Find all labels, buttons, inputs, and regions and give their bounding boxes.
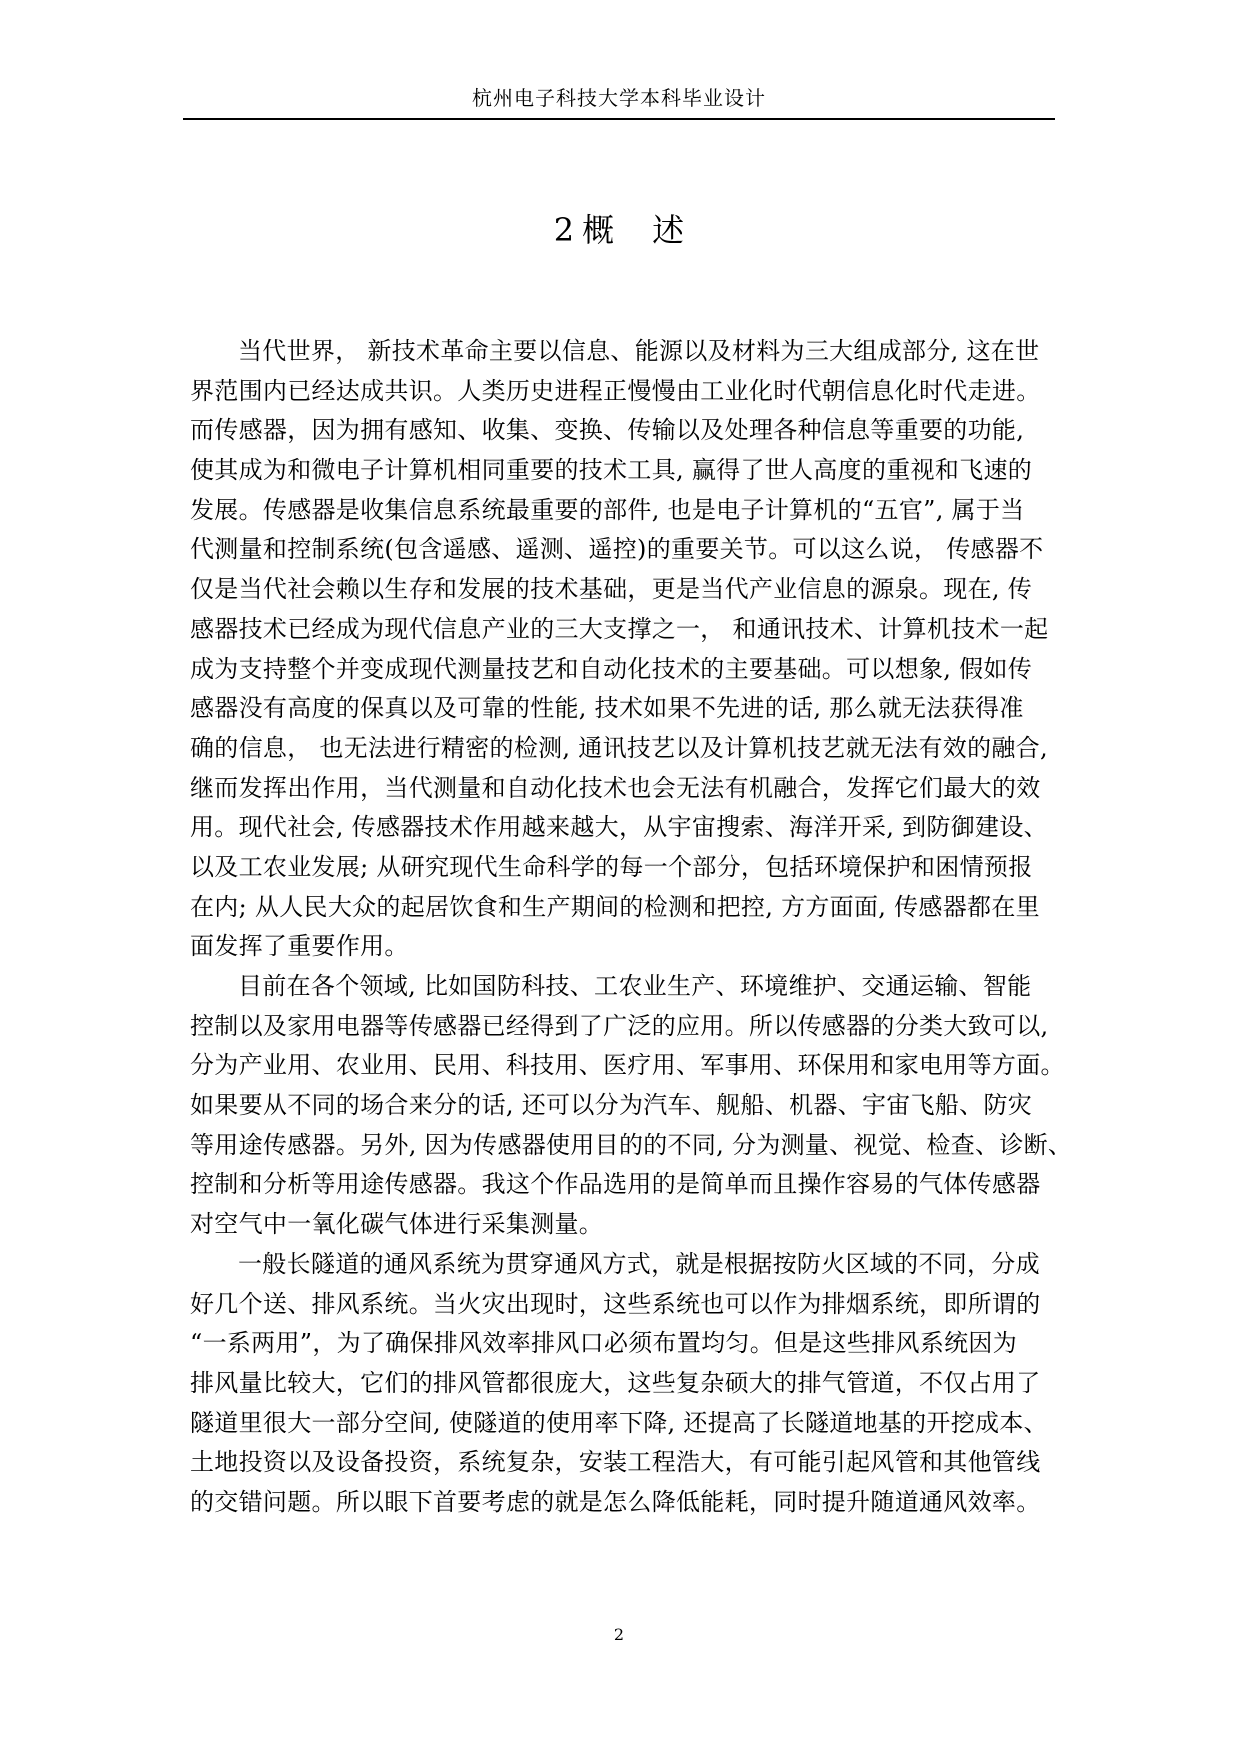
chapter-heading <box>183 208 1055 252</box>
paragraph-line: 发展。传感器是收集信息系统最重要的部件, 也是电子计算机的“五官”, 属于当 <box>190 495 1025 524</box>
paragraph <box>190 967 1073 1245</box>
paragraph-line: 等用途传感器。另外, 因为传感器使用目的的不同, 分为测量、视觉、检查、诊断、 <box>190 1130 1073 1159</box>
paragraph-line: 使其成为和微电子计算机相同重要的技术工具, 赢得了世人高度的重视和飞速的 <box>190 456 1033 485</box>
paragraph-line: 感器技术已经成为现代信息产业的三大支撑之一， 和通讯技术、计算机技术一起 <box>190 614 1049 643</box>
paragraph <box>190 1245 1050 1523</box>
paragraph-line: 成为支持整个并变成现代测量技艺和自动化技术的主要基础。可以想象, 假如传 <box>190 654 1033 683</box>
paragraph-line: 一般长隧道的通风系统为贯穿通风方式，就是根据按防火区域的不同，分成 <box>238 1249 1040 1278</box>
paragraph-line: 如果要从不同的场合来分的话, 还可以分为汽车、舰船、机器、宇宙飞船、防灾 <box>190 1091 1033 1120</box>
paragraph-line: 仅是当代社会赖以生存和发展的技术基础，更是当代产业信息的源泉。现在, 传 <box>190 575 1033 604</box>
paragraph-line: 隧道里很大一部分空间, 使隧道的使用率下降, 还提高了长隧道地基的开挖成本、 <box>190 1408 1048 1437</box>
header-divider <box>183 118 1055 120</box>
paragraph-line: 对空气中一氧化碳气体进行采集测量。 <box>190 1210 604 1239</box>
paragraph-line: 排风量比较大，它们的排风管都很庞大，这些复杂硕大的排气管道，不仅占用了 <box>190 1368 1041 1397</box>
paragraph-line: 继而发挥出作用，当代测量和自动化技术也会无法有机融合，发挥它们最大的效 <box>190 773 1041 802</box>
paragraph-line: 代测量和控制系统(包含遥感、遥测、遥控)的重要关节。可以这么说， 传感器不 <box>190 535 1044 564</box>
paragraph-line: 用。现代社会, 传感器技术作用越来越大，从宇宙搜索、海洋开采, 到防御建设、 <box>190 813 1048 842</box>
body-text <box>190 332 1073 1523</box>
chapter-number: 2 <box>553 211 575 249</box>
paragraph-line: 控制以及家用电器等传感器已经得到了广泛的应用。所以传感器的分类大致可以, <box>190 1011 1049 1040</box>
paragraph-line: 土地投资以及设备投资，系统复杂，安装工程浩大，有可能引起风管和其他管线 <box>190 1448 1041 1477</box>
paragraph-line: 分为产业用、农业用、民用、科技用、医疗用、军事用、环保用和家电用等方面。 <box>190 1051 1065 1080</box>
paragraph-line: 而传感器，因为拥有感知、收集、变换、传输以及处理各种信息等重要的功能, <box>190 416 1025 445</box>
paragraph-line: 界范围内已经达成共识。人类历史进程正慢慢由工业化时代朝信息化时代走进。 <box>190 376 1041 405</box>
paragraph-line: 好几个送、排风系统。当火灾出现时，这些系统也可以作为排烟系统，即所谓的 <box>190 1289 1041 1318</box>
paragraph-line: 面发挥了重要作用。 <box>190 932 409 961</box>
paragraph-line: 控制和分析等用途传感器。我这个作品选用的是简单而且操作容易的气体传感器 <box>190 1170 1041 1199</box>
paragraph-line: 以及工农业发展; 从研究现代生命科学的每一个部分，包括环境保护和困情预报 <box>190 852 1033 881</box>
paragraph-line: 在内; 从人民大众的起居饮食和生产期间的检测和把控, 方方面面, 传感器都在里 <box>190 892 1040 921</box>
paragraph-line: 目前在各个领域, 比如国防科技、工农业生产、环境维护、交通运输、智能 <box>238 972 1032 1000</box>
page-number: 2 <box>613 1625 625 1644</box>
paragraph <box>190 332 1050 967</box>
paragraph-line: 当代世界， 新技术革命主要以信息、能源以及材料为三大组成部分, 这在世 <box>238 337 1040 365</box>
chapter-title-part1: 概 <box>582 211 615 249</box>
paragraph-line: 的交错问题。所以眼下首要考虑的就是怎么降低能耗，同时提升随道通风效率。 <box>190 1487 1041 1516</box>
running-header: 杭州电子科技大学本科毕业设计 <box>472 86 766 110</box>
paragraph-line: 确的信息， 也无法进行精密的检测, 通讯技艺以及计算机技艺就无法有效的融合, <box>190 733 1048 762</box>
paragraph-line: “一系两用”，为了确保排风效率排风口必须布置均匀。但是这些排风系统因为 <box>190 1329 1018 1358</box>
chapter-title-part2: 述 <box>652 211 685 249</box>
paragraph-line: 感器没有高度的保真以及可靠的性能, 技术如果不先进的话, 那么就无法获得准 <box>190 694 1024 723</box>
